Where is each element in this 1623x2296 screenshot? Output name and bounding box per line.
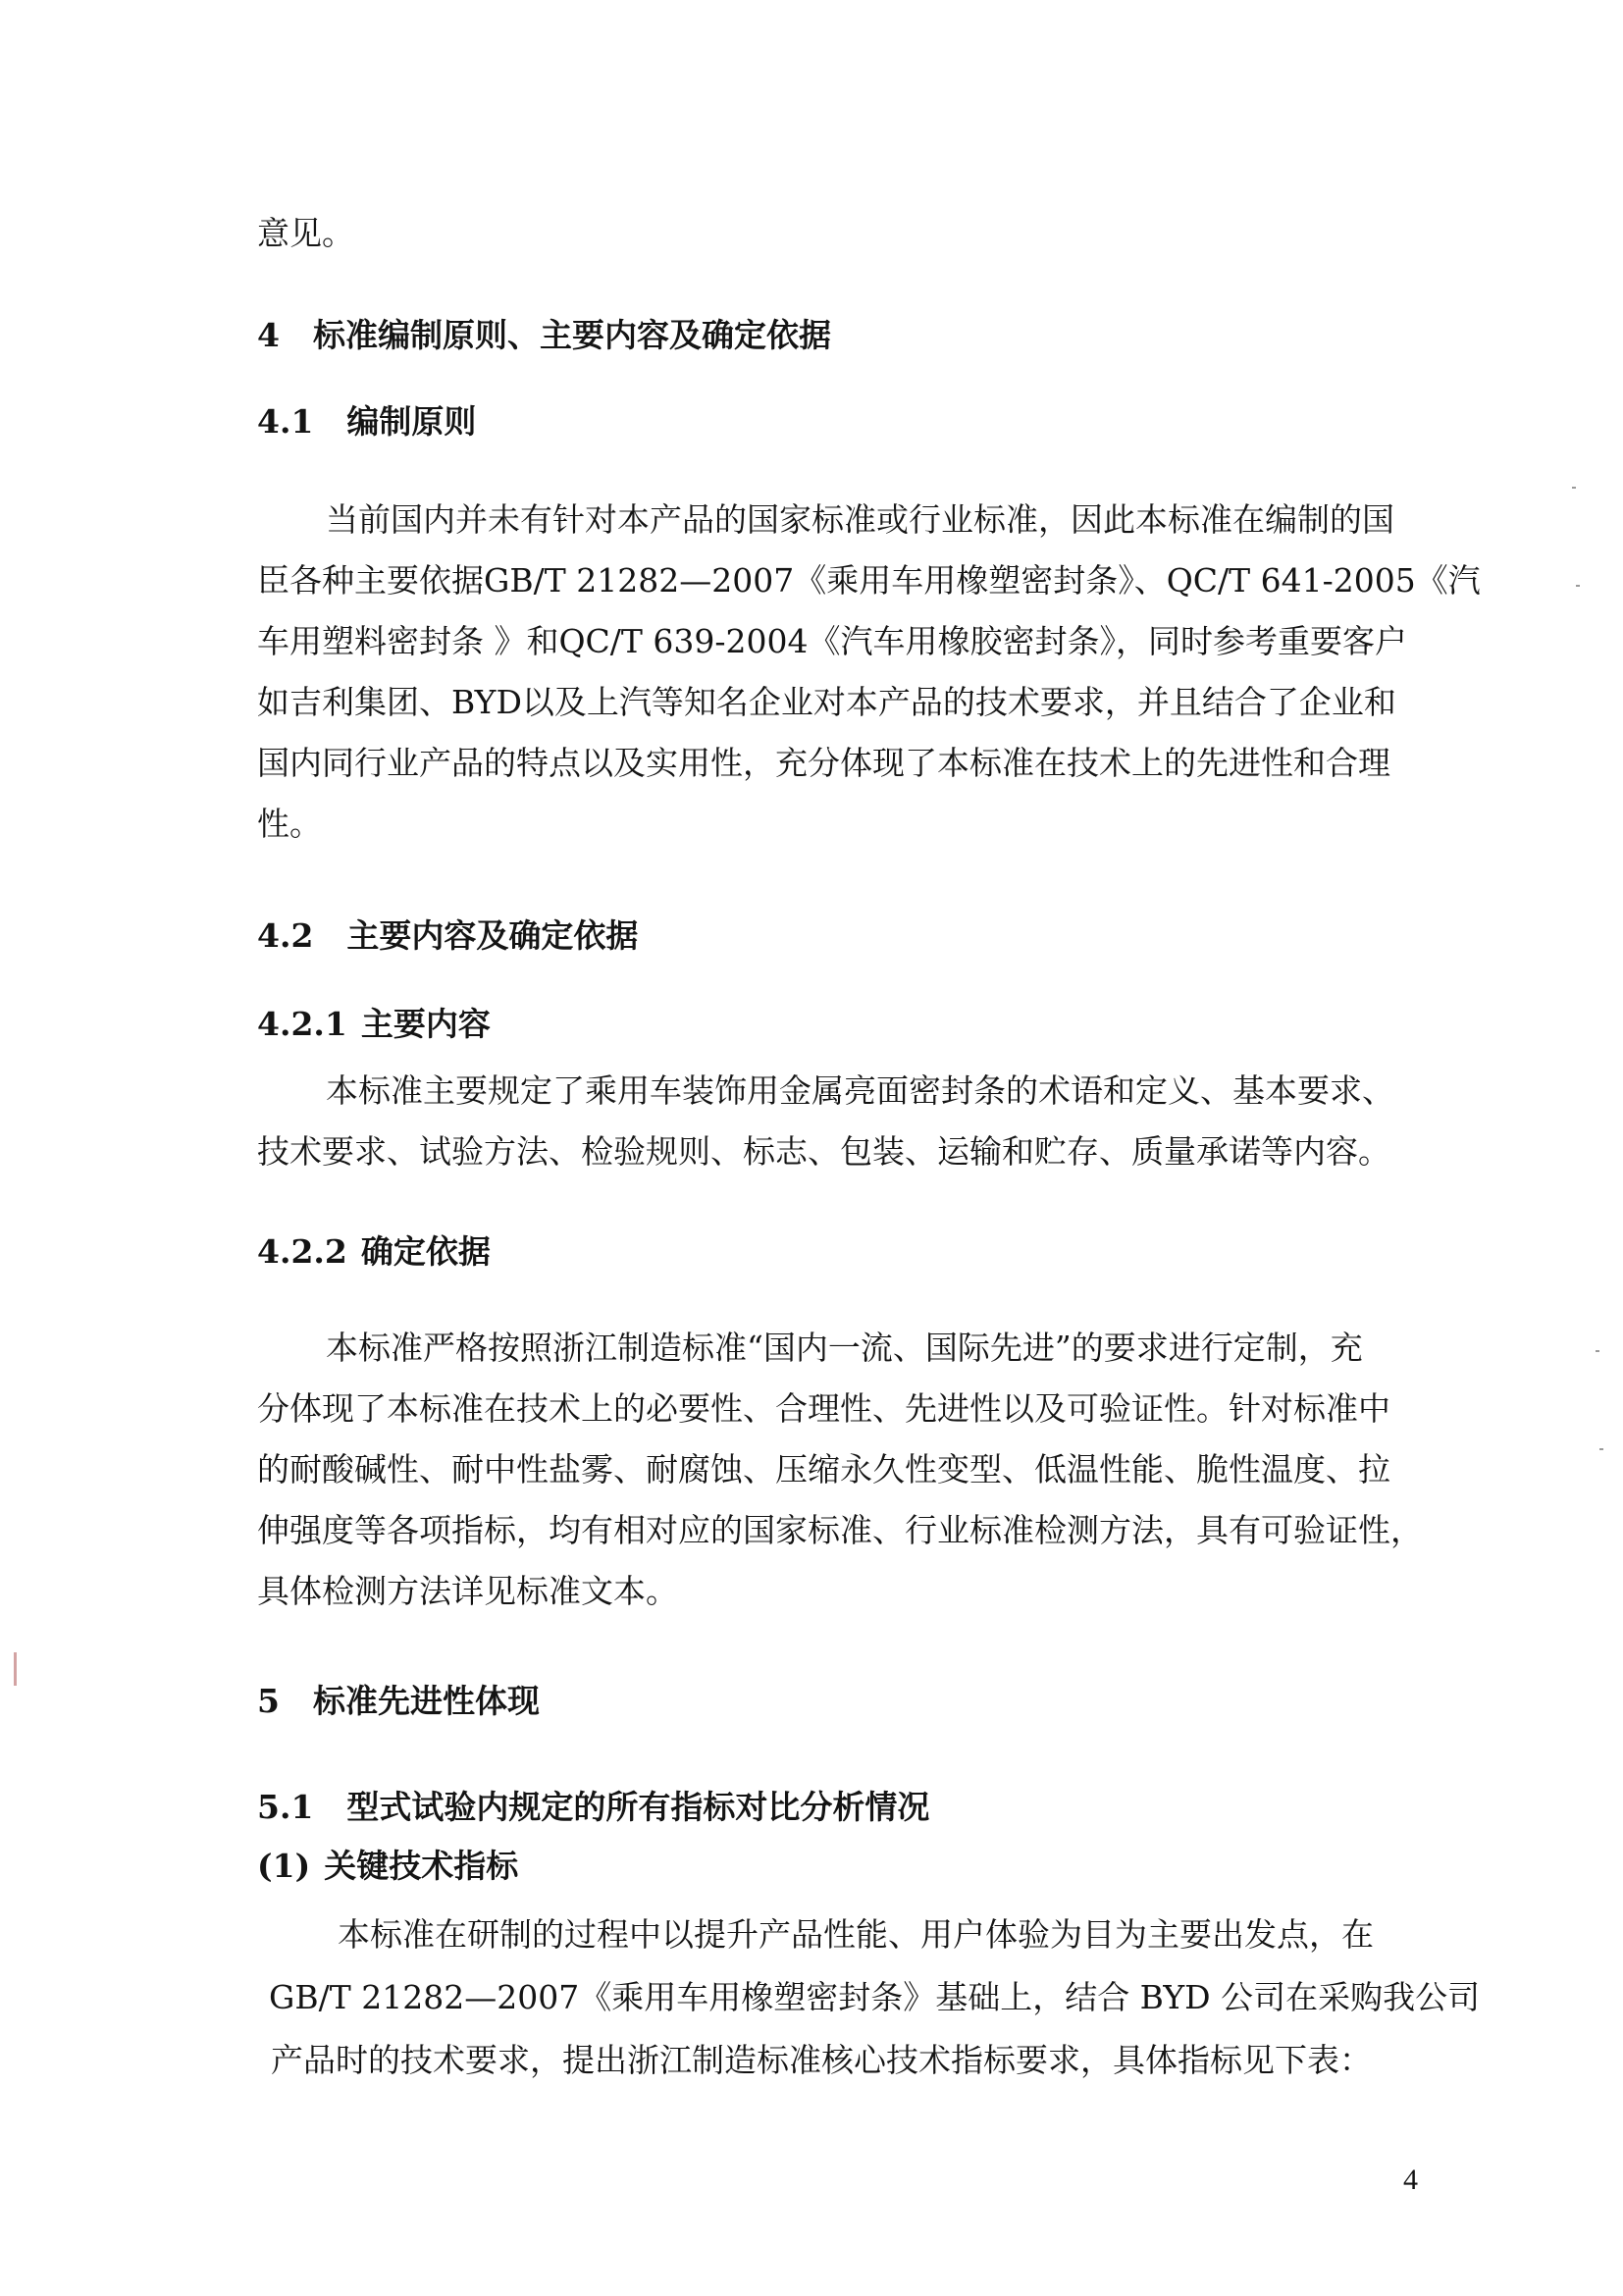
section-heading-5 bbox=[257, 1682, 540, 1721]
paragraph-line: 本标准在研制的过程中以提升产品性能、用户体验为目为主要出发点，在 bbox=[338, 1915, 1374, 1954]
paragraph-line: 伸强度等各项指标，均有相对应的国家标准、行业标准检测方法，具有可验证性， bbox=[257, 1511, 1423, 1549]
section-title: 标准先进性体现 bbox=[312, 1682, 540, 1720]
scan-mark bbox=[14, 1652, 17, 1686]
section-heading-4 bbox=[257, 316, 831, 355]
section-title: 主要内容及确定依据 bbox=[346, 916, 639, 955]
scan-speck bbox=[1572, 487, 1576, 489]
section-heading-4-2-2 bbox=[257, 1232, 491, 1272]
subsection-number: (1) bbox=[257, 1847, 311, 1885]
section-title: 编制原则 bbox=[346, 402, 477, 441]
section-number: 4.2.2 bbox=[257, 1232, 347, 1271]
section-number: 5.1 bbox=[257, 1788, 314, 1826]
subsection-title: 关键技术指标 bbox=[324, 1847, 519, 1885]
scan-speck bbox=[1576, 585, 1580, 587]
paragraph-line: 如吉利集团、BYD以及上汽等知名企业对本产品的技术要求，并且结合了企业和 bbox=[257, 683, 1396, 721]
paragraph-line: 本标准主要规定了乘用车装饰用金属亮面密封条的术语和定义、基本要求、 bbox=[326, 1071, 1394, 1110]
paragraph-line: 国内同行业产品的特点以及实用性，充分体现了本标准在技术上的先进性和合理 bbox=[257, 744, 1390, 782]
section-heading-5-1 bbox=[257, 1788, 929, 1827]
scan-speck bbox=[1599, 1448, 1603, 1450]
paragraph-line: 车用塑料密封条 》和QC/T 639-2004《汽车用橡胶密封条》，同时参考重要客户 bbox=[257, 622, 1408, 660]
section-number: 5 bbox=[257, 1682, 280, 1720]
section-heading-4-2 bbox=[257, 916, 638, 956]
section-number: 4.2.1 bbox=[257, 1005, 347, 1043]
paragraph-line: 具体检测方法详见标准文本。 bbox=[257, 1572, 678, 1610]
section-number: 4 bbox=[257, 316, 280, 354]
subsection-heading-1 bbox=[257, 1847, 518, 1886]
paragraph-line: 当前国内并未有针对本产品的国家标准或行业标准，因此本标准在编制的国 bbox=[326, 500, 1394, 539]
section-title: 标准编制原则、主要内容及确定依据 bbox=[312, 316, 831, 354]
page-number: 4 bbox=[1403, 2164, 1418, 2196]
paragraph-line: 性。 bbox=[257, 805, 322, 843]
paragraph-line: 臣各种主要依据GB/T 21282—2007《乘用车用橡塑密封条》、QC/T 641-2005《汽 bbox=[257, 561, 1481, 600]
section-heading-4-1 bbox=[257, 402, 476, 442]
section-heading-4-2-1 bbox=[257, 1005, 491, 1044]
paragraph-line: 分体现了本标准在技术上的必要性、合理性、先进性以及可验证性。针对标准中 bbox=[257, 1389, 1390, 1428]
section-title: 型式试验内规定的所有指标对比分析情况 bbox=[346, 1788, 930, 1826]
paragraph-line: 产品时的技术要求，提出浙江制造标准核心技术指标要求，具体指标见下表： bbox=[271, 2041, 1372, 2079]
section-title: 主要内容 bbox=[360, 1005, 491, 1043]
paragraph-line: 本标准严格按照浙江制造标准“国内一流、国际先进”的要求进行定制，充 bbox=[326, 1329, 1363, 1367]
scan-speck bbox=[1596, 1350, 1599, 1352]
paragraph-line: 的耐酸碱性、耐中性盐雾、耐腐蚀、压缩永久性变型、低温性能、脆性温度、拉 bbox=[257, 1450, 1390, 1488]
section-number: 4.1 bbox=[257, 402, 314, 441]
paragraph-line: GB/T 21282—2007《乘用车用橡塑密封条》基础上，结合 BYD 公司在采购我公司 bbox=[269, 1978, 1481, 2016]
section-number: 4.2 bbox=[257, 916, 314, 955]
paragraph-line: 意见。 bbox=[257, 214, 354, 252]
section-title: 确定依据 bbox=[360, 1232, 491, 1271]
paragraph-line: 技术要求、试验方法、检验规则、标志、包装、运输和贮存、质量承诺等内容。 bbox=[257, 1132, 1390, 1171]
